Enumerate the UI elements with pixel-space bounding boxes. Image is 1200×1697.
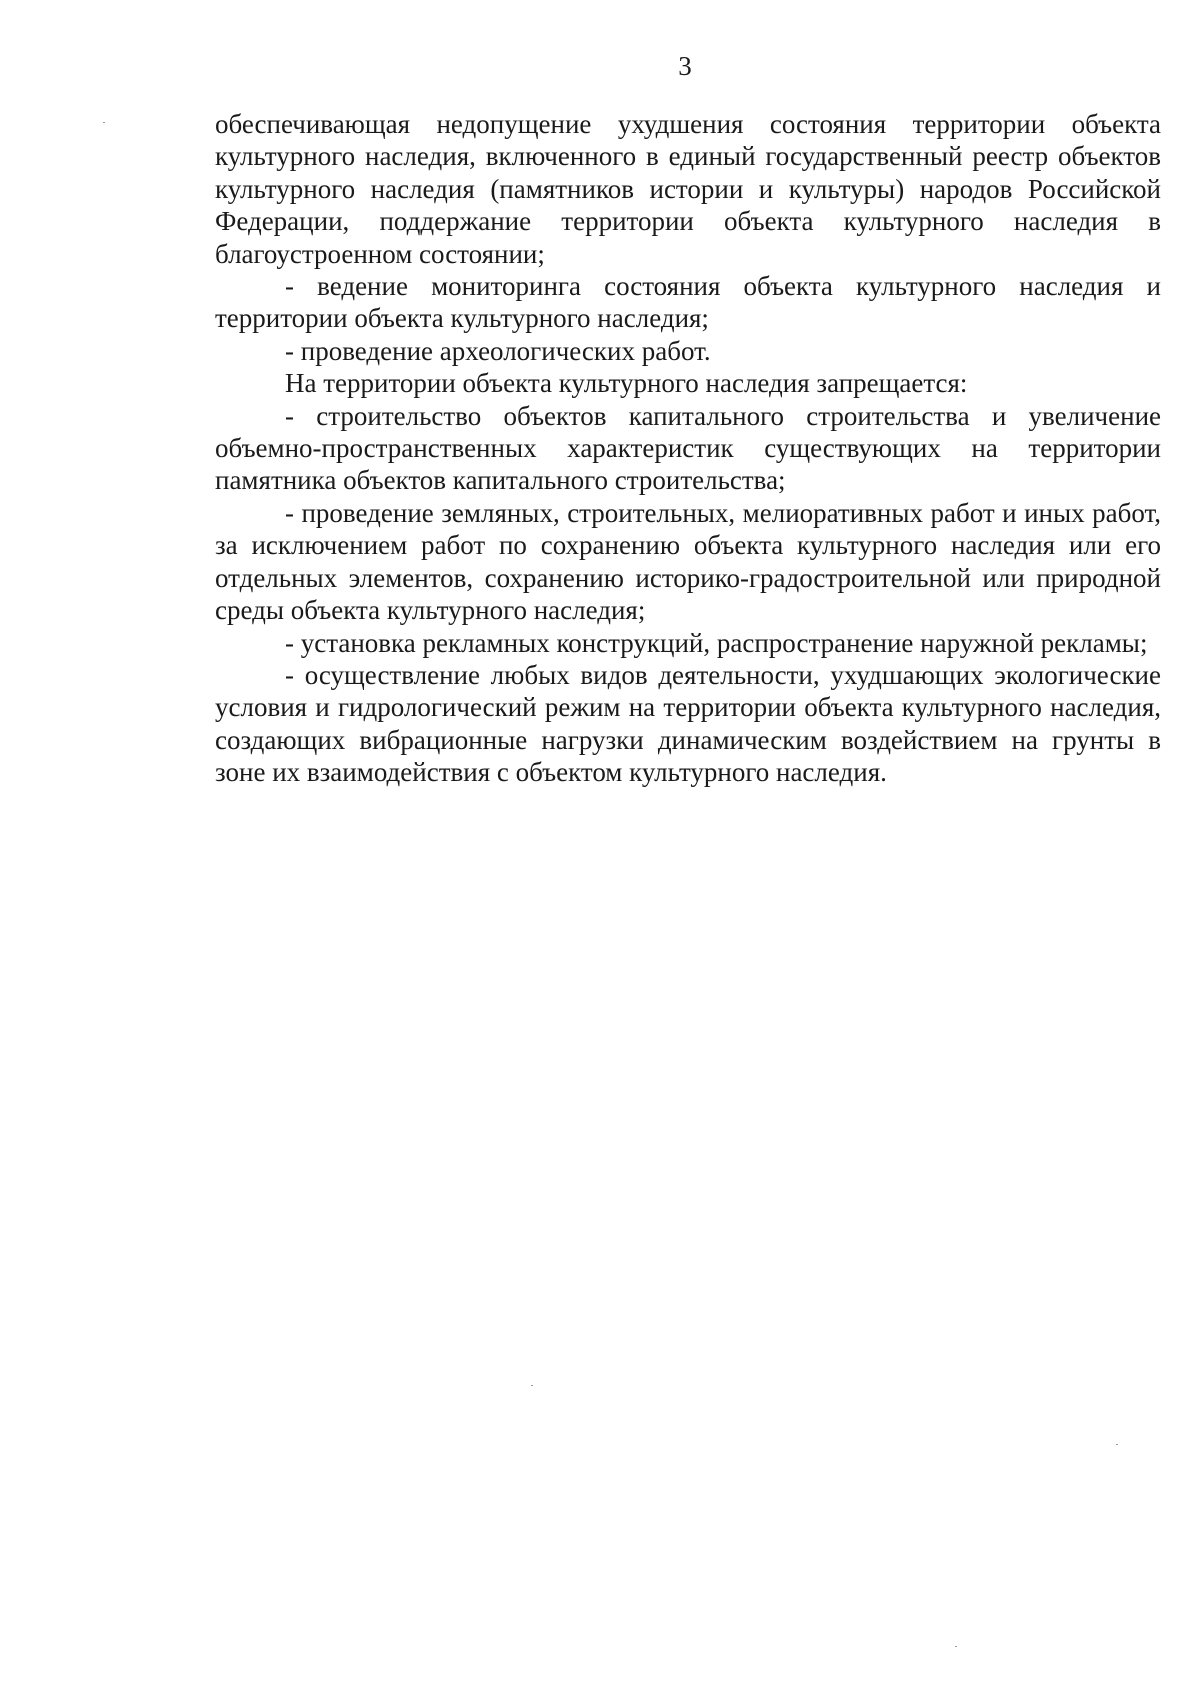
paragraph-earthworks-ban: - проведение земляных, строительных, мелиоративных работ и иных работ, за исключением работ по сохранению объекта культурного наследия или его отдельных элементов, сохранению историко-градостроительной или природной среды объекта культурного наследия;	[215, 497, 1161, 626]
paragraph-advertising-ban: - установка рекламных конструкций, распространение наружной рекламы;	[285, 627, 1148, 658]
paragraph-territory-maintenance: обеспечивающая недопущение ухудшения состояния территории объекта культурного наследия, включенного в единый государственный реестр объектов культурного наследия (памятников истории и культуры) народов Российской Федерации, поддержание территории объекта культурного наследия в благоустроенном состоянии;	[215, 109, 1161, 269]
paragraph-construction-ban: - строительство объектов капитального строительства и увеличение объемно-пространственных характеристик существующих на территории памятника объектов капитального строительства;	[215, 400, 1161, 496]
scan-speck	[103, 122, 105, 123]
scan-speck	[1116, 1444, 1118, 1445]
paragraph-archaeology: - проведение археологических работ.	[285, 335, 711, 366]
scan-speck	[955, 1646, 957, 1647]
page-number: 3	[678, 51, 692, 81]
scan-speck	[531, 1385, 533, 1386]
paragraph-monitoring: - ведение мониторинга состояния объекта культурного наследия и территории объекта культурного наследия;	[215, 271, 1161, 334]
document-body	[215, 108, 1161, 789]
paragraph-activities-ban: - осуществление любых видов деятельности, ухудшающих экологические условия и гидрологический режим на территории объекта культурного наследия, создающих вибрационные нагрузки динамическим воздействием на грунты в зоне их взаимодействия с объектом культурного наследия.	[215, 659, 1161, 788]
paragraph-prohibitions-heading: На территории объекта культурного наследия запрещается:	[285, 368, 968, 399]
